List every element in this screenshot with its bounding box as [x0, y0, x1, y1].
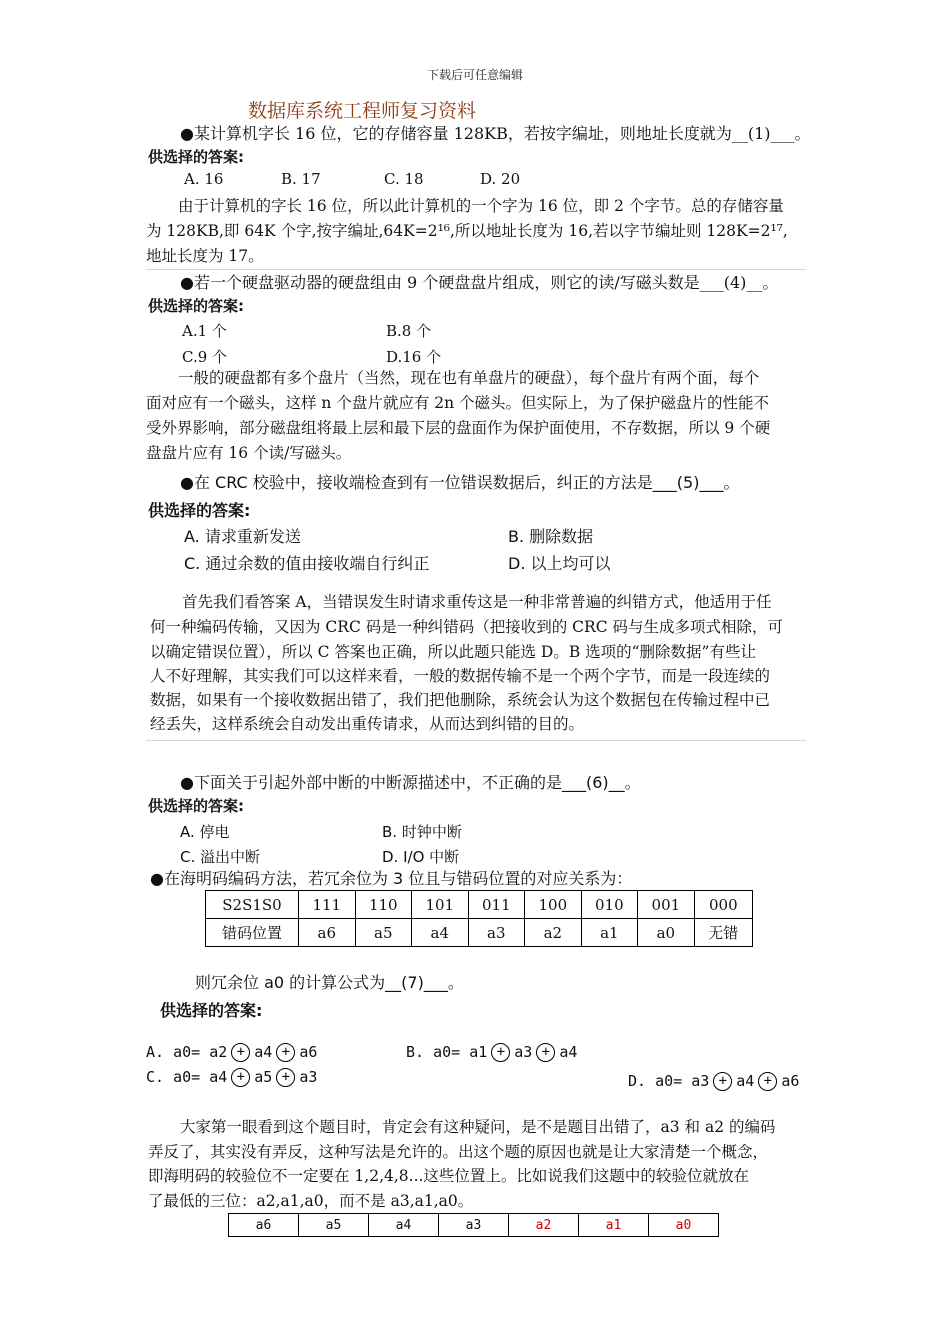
- table-cell: a6: [229, 1214, 299, 1237]
- xor-icon: +: [536, 1043, 555, 1062]
- q1-explain-line: 为 128KB,即 64K 个字,按字编址,64K=2¹⁶,所以地址长度为 16,若以字节编址则 128K=2¹⁷,: [146, 222, 788, 240]
- q4-option-a: A.1 个: [182, 322, 227, 340]
- table-cell: a5: [299, 1214, 369, 1237]
- q5-option-d: D. 以上均可以: [508, 554, 611, 573]
- xor-icon: +: [713, 1072, 732, 1091]
- table-cell: 110: [355, 891, 412, 919]
- table-cell: 100: [525, 891, 582, 919]
- q1-option-a: A. 16: [184, 170, 224, 188]
- table-cell: 错码位置: [206, 919, 299, 947]
- q5-option-a: A. 请求重新发送: [184, 527, 301, 546]
- q4-option-d: D.16 个: [386, 348, 442, 366]
- position-table: [228, 1213, 719, 1237]
- q7-option-c: C. a0= a4 + a5 + a3: [146, 1068, 318, 1086]
- table-cell: a0: [638, 919, 695, 947]
- table-cell: a1: [581, 919, 638, 947]
- q5-explain-line: 人不好理解，其实我们可以这样来看，一般的数据传输不是一个两个字节，而是一段连续的: [150, 667, 771, 685]
- table-cell: a2: [525, 919, 582, 947]
- xor-icon: +: [758, 1072, 777, 1091]
- q5-explain-line: 经丢失，这样系统会自动发出重传请求，从而达到纠错的目的。: [150, 715, 585, 733]
- q5-explain-line: 何一种编码传输，又因为 CRC 码是一种纠错码（把接收到的 CRC 码与生成多项式相除，可: [150, 618, 783, 636]
- question-6: ●下面关于引起外部中断的中断源描述中，不正确的是___(6)__。: [180, 773, 641, 792]
- q7-option-b: B. a0= a1 + a3 + a4: [406, 1043, 578, 1061]
- q5-option-b: B. 删除数据: [508, 527, 594, 546]
- table-row: [206, 891, 753, 919]
- q6-option-b: B. 时钟中断: [382, 823, 462, 841]
- q5-option-c: C. 通过余数的值由接收端自行纠正: [184, 554, 430, 573]
- table-cell: 011: [468, 891, 525, 919]
- q6-option-d: D. I/O 中断: [382, 848, 460, 866]
- q1-explain-line: 由于计算机的字长 16 位，所以此计算机的一个字为 16 位，即 2 个字节。总的存储容量: [178, 197, 784, 215]
- question-7: 则冗余位 a0 的计算公式为__(7)___。: [195, 973, 464, 992]
- options-label: 供选择的答案:: [148, 797, 244, 815]
- q4-explain-line: 盘盘片应有 16 个读/写磁头。: [146, 444, 352, 462]
- options-label: 供选择的答案:: [148, 148, 244, 166]
- xor-icon: +: [231, 1043, 250, 1062]
- table-cell: 101: [412, 891, 469, 919]
- table-cell: a0: [649, 1214, 719, 1237]
- q7-explain-line: 即海明码的较验位不一定要在 1,2,4,8...这些位置上。比如说我们这题中的较验位就放在: [148, 1167, 749, 1185]
- q7-option-d: D. a0= a3 + a4 + a6: [628, 1072, 800, 1090]
- hamming-table: [205, 890, 753, 947]
- table-row: [206, 919, 753, 947]
- table-cell: a3: [439, 1214, 509, 1237]
- table-cell: 无错: [694, 919, 752, 947]
- q7-explain-line: 弄反了，其实没有弄反，这种写法是允许的。出这个题的原因也就是让大家清楚一个概念，: [148, 1143, 769, 1161]
- table-cell: a3: [468, 919, 525, 947]
- q4-option-b: B.8 个: [386, 322, 432, 340]
- table-cell: a5: [355, 919, 412, 947]
- table-cell: 001: [638, 891, 695, 919]
- question-4: ●若一个硬盘驱动器的硬盘组由 9 个硬盘盘片组成，则它的读/写磁头数是___(4)__。: [180, 273, 779, 292]
- table-cell: a2: [509, 1214, 579, 1237]
- xor-icon: +: [491, 1043, 510, 1062]
- table-cell: 000: [694, 891, 752, 919]
- table-cell: 010: [581, 891, 638, 919]
- page-title: 数据库系统工程师复习资料: [248, 100, 477, 122]
- table-cell: a4: [369, 1214, 439, 1237]
- q5-explain-line: 数据，如果有一个接收数据出错了，我们把他删除，系统会认为这个数据包在传输过程中已: [150, 691, 771, 709]
- divider: [146, 740, 806, 741]
- xor-icon: +: [231, 1068, 250, 1087]
- q1-option-d: D. 20: [480, 170, 521, 188]
- q6-option-c: C. 溢出中断: [180, 848, 261, 866]
- q1-option-b: B. 17: [281, 170, 321, 188]
- q4-explain-line: 受外界影响，部分磁盘组将最上层和最下层的盘面作为保护面使用，不存数据，所以 9 个硬: [146, 419, 771, 437]
- q4-option-c: C.9 个: [182, 348, 228, 366]
- table-cell: S2S1S0: [206, 891, 299, 919]
- question-5: ●在 CRC 校验中，接收端检查到有一位错误数据后，纠正的方法是___(5)___。: [180, 473, 740, 492]
- q1-option-c: C. 18: [384, 170, 424, 188]
- header-note: 下载后可任意编辑: [426, 68, 523, 82]
- q5-explain-line: 首先我们看答案 A，当错误发生时请求重传这是一种非常普遍的纠错方式，他适用于任: [182, 593, 772, 611]
- q6-option-a: A. 停电: [180, 823, 230, 841]
- table-cell: a6: [299, 919, 356, 947]
- q7-explain-line: 了最低的三位：a2,a1,a0，而不是 a3,a1,a0。: [148, 1192, 474, 1210]
- q7-explain-line: 大家第一眼看到这个题目时，肯定会有这种疑问，是不是题目出错了，a3 和 a2 的编码: [180, 1118, 776, 1136]
- table-cell: a4: [412, 919, 469, 947]
- table-row: [229, 1214, 719, 1237]
- options-label: 供选择的答案:: [160, 1001, 263, 1020]
- xor-icon: +: [276, 1068, 295, 1087]
- q7-option-a: A. a0= a2 + a4 + a6: [146, 1043, 318, 1061]
- q4-explain-line: 一般的硬盘都有多个盘片（当然，现在也有单盘片的硬盘），每个盘片有两个面，每个: [178, 369, 760, 387]
- options-label: 供选择的答案:: [148, 501, 251, 520]
- q5-explain-line: 以确定错误位置），所以 C 答案也正确，所以此题只能选 D。B 选项的“删除数据”有些让: [150, 643, 756, 661]
- question-7-intro: ●在海明码编码方法，若冗余位为 3 位且与错码位置的对应关系为：: [150, 869, 633, 888]
- table-cell: a1: [579, 1214, 649, 1237]
- q1-explain-line: 地址长度为 17。: [146, 247, 264, 265]
- table-cell: 111: [299, 891, 356, 919]
- q4-explain-line: 面对应有一个磁头，这样 n 个盘片就应有 2n 个磁头。但实际上，为了保护磁盘片的性能不: [146, 394, 770, 412]
- xor-icon: +: [276, 1043, 295, 1062]
- question-1: ●某计算机字长 16 位，它的存储容量 128KB，若按字编址，则地址长度就为__(1)___。: [180, 124, 811, 143]
- options-label: 供选择的答案:: [148, 297, 244, 315]
